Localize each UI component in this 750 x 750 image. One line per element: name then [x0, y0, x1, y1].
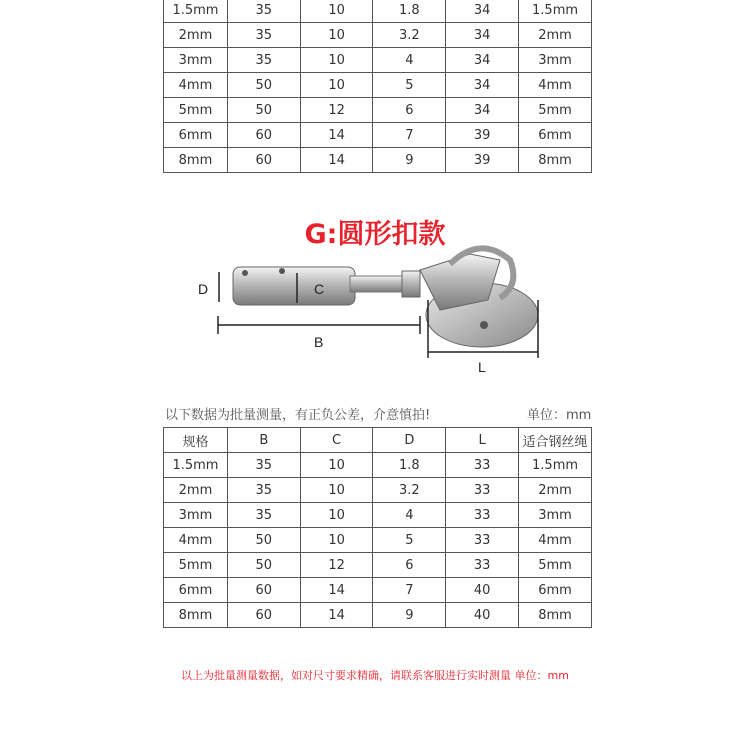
turnbuckle-body [233, 248, 538, 347]
l-label: L [478, 359, 486, 375]
table-header-cell: L [446, 428, 519, 453]
table-cell: 10 [300, 478, 373, 503]
table-cell: 9 [373, 603, 446, 628]
table-cell: 2mm [519, 23, 592, 48]
table-cell: 8mm [519, 603, 592, 628]
table-cell: 3mm [164, 503, 228, 528]
unit-label: 单位：mm [527, 408, 592, 423]
table-cell: 5mm [519, 553, 592, 578]
table-cell: 35 [227, 503, 300, 528]
footer-note: 以上为批量测量数据，如对尺寸要求精确，请联系客服进行实时测量 单位：mm [181, 669, 569, 682]
table-cell: 1.5mm [519, 453, 592, 478]
d-label: D [198, 281, 209, 297]
table-cell: 12 [300, 553, 373, 578]
table-cell: 1.8 [373, 0, 446, 23]
table-cell: 34 [446, 73, 519, 98]
table-cell: 33 [446, 553, 519, 578]
table-cell: 60 [227, 148, 300, 173]
table-cell: 6 [373, 98, 446, 123]
table-header-row [164, 428, 592, 453]
table-cell: 4mm [519, 73, 592, 98]
table-row [164, 528, 592, 553]
table-cell: 1.5mm [164, 453, 228, 478]
table-cell: 14 [300, 603, 373, 628]
table-cell: 10 [300, 503, 373, 528]
table-cell: 10 [300, 48, 373, 73]
table-cell: 7 [373, 123, 446, 148]
table-row [164, 148, 592, 173]
table-cell: 5 [373, 73, 446, 98]
table-row [164, 73, 592, 98]
table-cell: 6mm [519, 123, 592, 148]
table-cell: 50 [227, 553, 300, 578]
table-header-cell: 适合钢丝绳 [519, 428, 592, 453]
table-cell: 33 [446, 453, 519, 478]
product-title: G:圆形扣款 [304, 219, 446, 250]
table-header-cell: B [227, 428, 300, 453]
table-row [164, 98, 592, 123]
table-cell: 4mm [164, 528, 228, 553]
table-cell: 33 [446, 503, 519, 528]
table-cell: 14 [300, 578, 373, 603]
table-cell: 35 [227, 23, 300, 48]
table-cell: 34 [446, 23, 519, 48]
table-row [164, 453, 592, 478]
table-cell: 35 [227, 0, 300, 23]
table-cell: 3mm [519, 48, 592, 73]
table-cell: 8mm [519, 148, 592, 173]
table-cell: 4 [373, 503, 446, 528]
table-cell: 34 [446, 98, 519, 123]
table-cell: 8mm [164, 603, 228, 628]
b-label: B [314, 334, 324, 350]
table-cell: 5mm [164, 98, 228, 123]
table-cell: 9 [373, 148, 446, 173]
table-cell: 6mm [164, 123, 228, 148]
table-row [164, 478, 592, 503]
table-cell: 3.2 [373, 23, 446, 48]
table-cell: 1.5mm [164, 0, 228, 23]
table-cell: 4mm [519, 528, 592, 553]
table-cell: 10 [300, 23, 373, 48]
table-cell: 60 [227, 123, 300, 148]
table-cell: 2mm [519, 478, 592, 503]
table-cell: 4mm [164, 73, 228, 98]
table-cell: 2mm [164, 23, 228, 48]
table-cell: 10 [300, 528, 373, 553]
table-cell: 12 [300, 98, 373, 123]
table-cell: 5 [373, 528, 446, 553]
table-cell: 34 [446, 0, 519, 23]
table-cell: 40 [446, 603, 519, 628]
table-cell: 35 [227, 48, 300, 73]
table-cell: 34 [446, 48, 519, 73]
table-cell: 8mm [164, 148, 228, 173]
measurement-note: 以下数据为批量测量，有正负公差，介意慎拍! [165, 408, 431, 423]
table-cell: 33 [446, 478, 519, 503]
c-label: C [314, 281, 325, 297]
table-cell: 10 [300, 0, 373, 23]
table-cell: 14 [300, 148, 373, 173]
table-cell: 6mm [164, 578, 228, 603]
table-header-cell: 规格 [164, 428, 228, 453]
table-cell: 6 [373, 553, 446, 578]
table-cell: 4 [373, 48, 446, 73]
product-diagram [0, 240, 750, 390]
table-row [164, 578, 592, 603]
table-cell: 1.8 [373, 453, 446, 478]
table-cell: 60 [227, 603, 300, 628]
table-cell: 7 [373, 578, 446, 603]
table-row [164, 503, 592, 528]
table-cell: 3mm [164, 48, 228, 73]
table-cell: 3mm [519, 503, 592, 528]
table-cell: 33 [446, 528, 519, 553]
table-cell: 50 [227, 98, 300, 123]
table-cell: 1.5mm [519, 0, 592, 23]
table-cell: 60 [227, 578, 300, 603]
table-row [164, 48, 592, 73]
table-cell: 50 [227, 73, 300, 98]
bottom-spec-table [163, 427, 592, 628]
table-header-cell: D [373, 428, 446, 453]
table-cell: 2mm [164, 478, 228, 503]
top-spec-table [163, 0, 592, 173]
table-cell: 10 [300, 73, 373, 98]
table-cell: 40 [446, 578, 519, 603]
table-row [164, 0, 592, 23]
table-cell: 39 [446, 148, 519, 173]
table-cell: 39 [446, 123, 519, 148]
table-cell: 3.2 [373, 478, 446, 503]
table-cell: 14 [300, 123, 373, 148]
table-cell: 5mm [164, 553, 228, 578]
table-row [164, 123, 592, 148]
table-row [164, 553, 592, 578]
table-cell: 6mm [519, 578, 592, 603]
table-cell: 35 [227, 478, 300, 503]
table-cell: 10 [300, 453, 373, 478]
table-row [164, 603, 592, 628]
table-cell: 35 [227, 453, 300, 478]
table-cell: 50 [227, 528, 300, 553]
table-row [164, 23, 592, 48]
table-header-cell: C [300, 428, 373, 453]
table-cell: 5mm [519, 98, 592, 123]
